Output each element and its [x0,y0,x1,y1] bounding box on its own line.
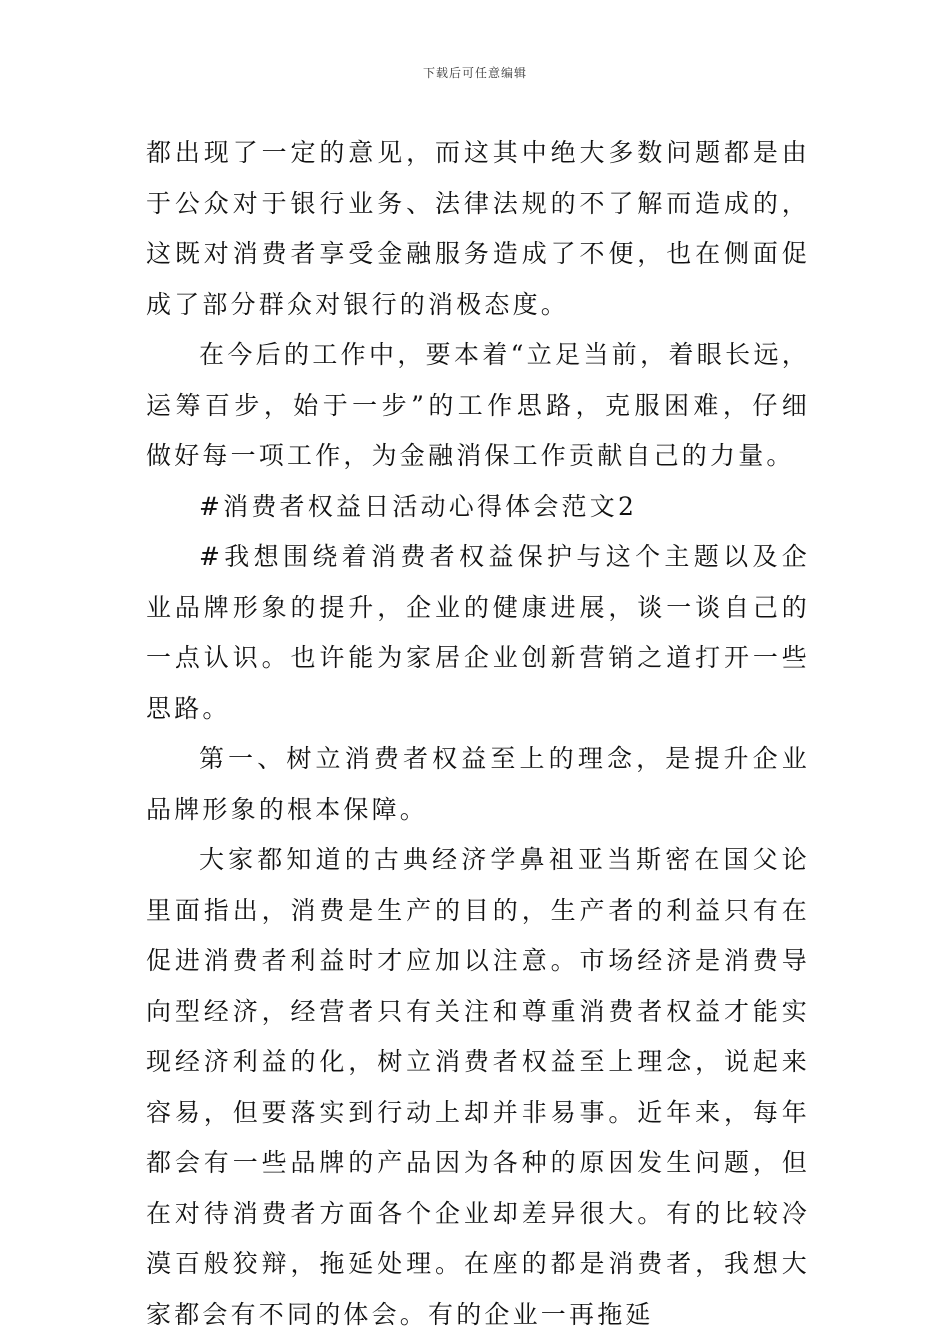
section-heading: #消费者权益日活动心得体会范文2 [199,491,638,521]
paragraph-3: #我想围绕着消费者权益保护与这个主题以及企业品牌形象的提升，企业的健康进展，谈一谈自己的一点认识。也许能为家居企业创新营销之道打开一些思路。 [146,542,810,723]
paragraph-1: 都出现了一定的意见，而这其中绝大多数问题都是由于公众对于银行业务、法律法规的不了解而造成的，这既对消费者享受金融服务造成了不便，也在侧面促成了部分群众对银行的消极态度。 [146,138,810,319]
paragraph-5: 大家都知道的古典经济学鼻祖亚当斯密在国父论里面指出，消费是生产的目的，生产者的利益只有在促进消费者利益时才应加以注意。市场经济是消费导向型经济，经营者只有关注和尊重消费者权益才能实现经济利益的化，树立消费者权益至上理念，说起来容易，但要落实到行动上却并非易事。近年来，每年都会有一些品牌的产品因为各种的原因发生问题，但在对待消费者方面各个企业却差异很大。有的比较冷漠百般狡辩，拖延处理。在座的都是消费者，我想大家都会有不同的体会。有的企业一再拖延 [146,845,810,1329]
page-header: 下载后可任意编辑 [422,66,527,80]
paragraph-4: 第一、树立消费者权益至上的理念，是提升企业品牌形象的根本保障。 [146,744,810,824]
paragraph-2: 在今后的工作中，要本着“立足当前，着眼长远，运筹百步，始于一步”的工作思路，克服困难，仔细做好每一项工作，为金融消保工作贡献自己的力量。 [146,340,810,470]
document-body [146,128,810,1340]
